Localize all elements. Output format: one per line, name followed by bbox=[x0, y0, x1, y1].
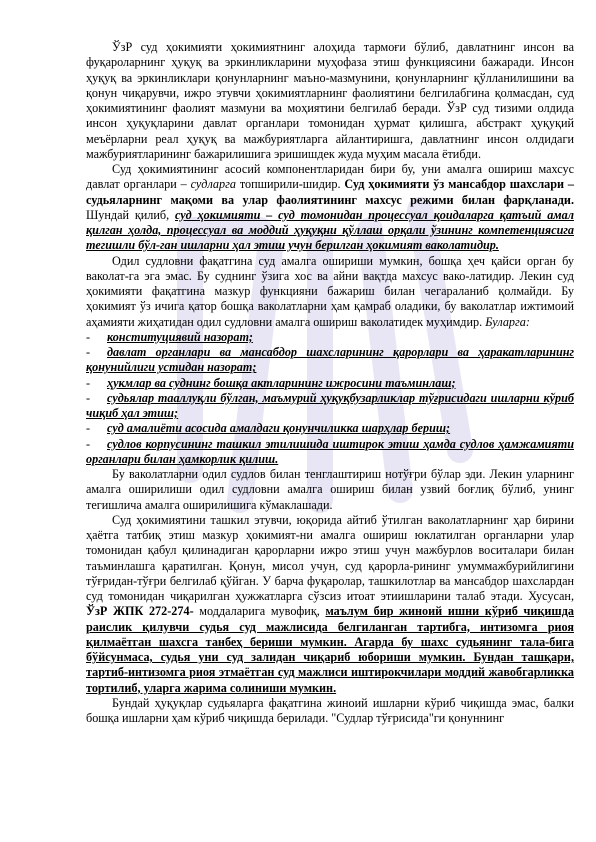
p5-bold-underlined: маълум бир жиноий ишни кўриб чиқишда раислик қилувчи судья суд мажлисида белгиланган тартибга, интизомга риоя қилмаётган шахсга танбеҳ бериши мумкин. Агарда бу шахс судьянинг тала-бига бўйсунмаса, судья уни суд залидан чиқариб юбориши мумкин. Бундан ташқари, тартиб-интизомга риоя этмаётган суд мажлиси иштирокчилари моддий жавобгарликка тортилиб, уларга жарима солиниши мумкин. bbox=[86, 604, 574, 695]
p2-text-e: Шундай қилиб, bbox=[86, 207, 175, 222]
p5-code-ref: ЎзР ЖПК 272-274- bbox=[86, 604, 194, 619]
list-dash: - bbox=[86, 345, 91, 359]
paragraph-4: Бу ваколатларни одил судлов билан тенглаштириш нотўғри бўлар эди. Лекин уларнинг амалга оширилиши одил судловни амалга ошириш билан узвий боғлиқ бўлиб, унинг тегишлича амалга оширилишига кўмаклашади. bbox=[86, 467, 574, 512]
paragraph-2 bbox=[86, 162, 574, 254]
list-item-text: суд амалиёти асосида амалдаги қонунчиликка шарҳлар бериш; bbox=[107, 421, 451, 436]
p3-italic-lead: Буларга: bbox=[485, 314, 530, 329]
p5-text-c: моддаларига мувофиқ, bbox=[193, 604, 326, 619]
document-page bbox=[86, 40, 574, 726]
list-item-text: судлов корпусининг ташкил этилишида иштирок этиш ҳамда судлов ҳамжамияти органлари билан ҳамкорлик қилиш. bbox=[86, 436, 574, 466]
list-dash: - bbox=[86, 329, 91, 344]
list-dash: - bbox=[86, 390, 91, 405]
paragraph-5 bbox=[86, 513, 574, 696]
list-item bbox=[86, 391, 574, 422]
p5-text: Суд ҳокимиятини ташкил этувчи, юқорида айтиб ўтилган ваколатларнинг ҳар бирини ҳаётга татбиқ этиш мазкур ҳокимият-ни амалга ошириш юклатилган органларни улар томонидан қабул қилинадиган қарорларни ижро этиш учун мажбурлов воситалари билан таъминлашга қаратилган. Қонун, мисол учун, суд қарорла-рининг умуммажбурийлигини тўғридан-тўғри белгилаб қўйган. У барча фуқаролар, ташкилотлар ва мансабдор шахслардан суд томонидан чиқарилган ҳужжатларга сўзсиз итоат этиишларини талаб этади. Хусусан, bbox=[86, 512, 574, 603]
list-item-text: конституциявий назорат; bbox=[107, 329, 253, 344]
list-item bbox=[86, 330, 574, 345]
p2-text-c: топширили-шидир. bbox=[235, 177, 345, 192]
paragraph-3 bbox=[86, 254, 574, 330]
list-item-text: судьялар тааллуқли бўлган, маъмурий ҳуқуқбузарликлар тўғрисидаги ишларни кўриб чиқиб ҳал этиш; bbox=[86, 390, 574, 420]
list-dash: - bbox=[86, 375, 91, 390]
powers-list bbox=[86, 330, 574, 467]
paragraph-1: ЎзР суд ҳокимияти ҳокимиятнинг алоҳида тармоғи бўлиб, давлатнинг инсон ва фуқароларнинг ҳуқуқ ва эркинликларини муҳофаза этиш функциясини бажаради. Инсон ҳуқуқ ва эркинликлари қонунларнинг маъно-мазмунини, қонунларнинг қўлланилишини ва қонун чиқарувчи, ижро этувчи ҳокимиятларнинг фаолиятини белгилабгина қолмасдан, суд ҳокимиятининг фаолият мазмуни ва моҳиятини белгилаб беради. ЎзР суд тизими олдида инсон ҳуқуқларини давлат органлари томонидан ҳурмат қилишга, абстракт ҳуқуқий меъёрларни реал ҳуқуқ ва мажбуриятларга айлантиришга, давлатнинг инсон олдидаги мажбуриятларининг бажарилишига эришишдек жуда муҳим масала ётибди. bbox=[86, 40, 574, 161]
p2-bold-judges: Суд ҳокимияти ўз мансабдор шахслари – судьяларнинг мақоми ва улар фаолиятининг махсус режими билан фарқланади. bbox=[86, 177, 574, 207]
p3-text: Одил судловни фақатгина суд амалга ошириши мумкин, бошқа ҳеч қайси орган бу ваколат-га эга эмас. Бу суднинг ўзига хос ва айни вақтда махсус вако-латидир. Лекин суд ҳокимияти фақатгина мазкур функцияни бажариш билан чегараланиб қолмайди. Бу ҳокимият ўз ичига қатор бошқа ваколатларни ҳам қамраб оладики, бу ваколатлар ижтимоий аҳамияти жиҳатидан одил судловни амалга ошириш ваколатидек муҳимдир. bbox=[86, 253, 574, 329]
list-item bbox=[86, 437, 574, 468]
p2-definition: суд ҳокимияти – суд томонидан процессуал қоидаларга қатъий амал қилган ҳолда, процессуал ва моддий ҳуқуқни қўллаш орқали ўзининг компетенциясига тегишли бўл-ган ишларни ҳал этиш учун берилган ҳокимият ваколатидир. bbox=[86, 207, 574, 253]
list-dash: - bbox=[86, 436, 91, 451]
list-item bbox=[86, 376, 574, 391]
p2-italic-courts: судларга bbox=[190, 177, 236, 192]
list-item bbox=[86, 345, 574, 376]
list-item bbox=[86, 421, 574, 436]
p2-text-a: Суд ҳокимиятининг асосий компонентларидан бири бу, уни амалга ошириш махсус давлат органлари – bbox=[86, 162, 574, 192]
list-item-text: давлат органлари ва мансабдор шахсларининг қарорлари ва ҳаракатларининг қонунийлиги устидан назорат; bbox=[86, 345, 574, 375]
list-item-text: ҳукмлар ва суднинг бошқа актларининг ижросини таъминлаш; bbox=[107, 375, 456, 390]
paragraph-6: Бундай ҳуқуқлар судьяларга фақатгина жиноий ишларни кўриб чиқишда эмас, балки бошқа ишларни ҳам кўриб чиқишда берилади. "Судлар тўғрисида"ги қонуннинг bbox=[86, 695, 574, 725]
list-dash: - bbox=[86, 421, 91, 436]
